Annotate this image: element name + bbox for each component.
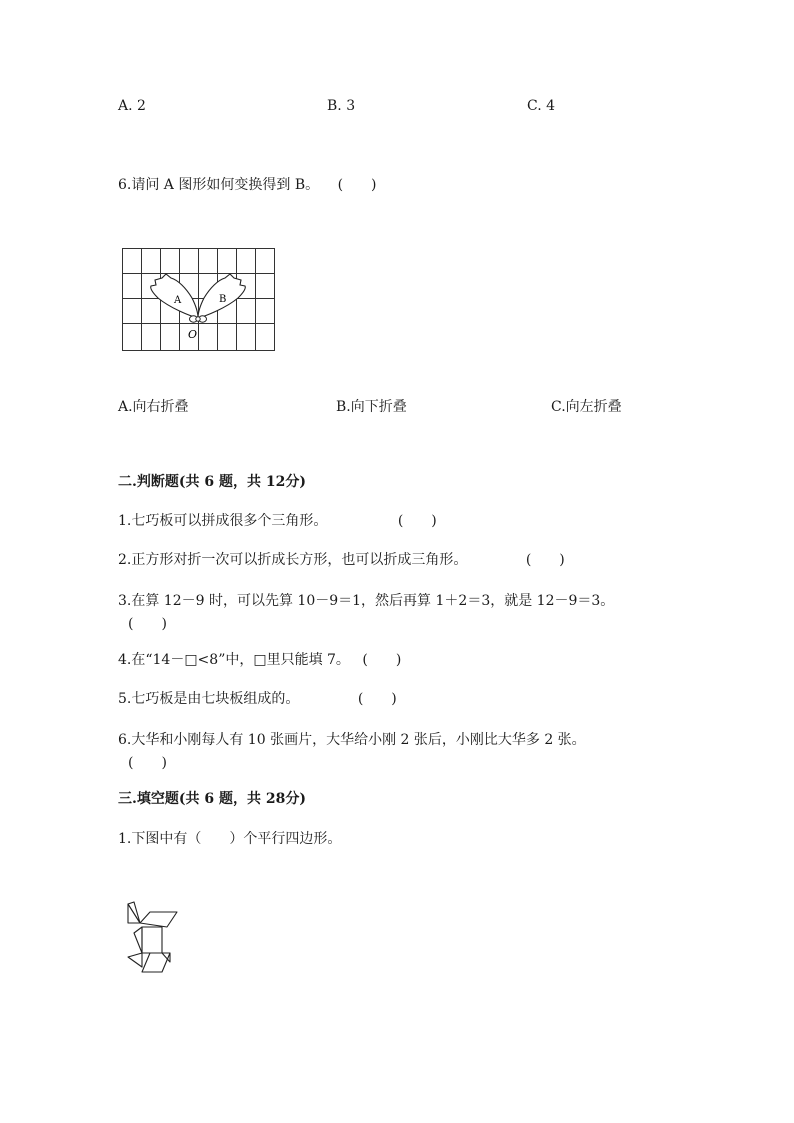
question-6-text: 6.请问 A 图形如何变换得到 B。 bbox=[118, 177, 320, 193]
tf-question-1 bbox=[118, 510, 437, 530]
section-3-title: 三.填空题(共 6 题，共 28分) bbox=[118, 791, 306, 807]
question-6 bbox=[118, 174, 377, 194]
answer-paren: ( ) bbox=[525, 552, 565, 568]
answer-paren: ( ) bbox=[397, 513, 437, 529]
tf-question-6 bbox=[118, 729, 586, 772]
label-a: A bbox=[174, 295, 182, 306]
answer-paren: ( ) bbox=[337, 177, 377, 193]
q6-option-c: C.向左折叠 bbox=[551, 399, 622, 415]
section-2-title: 二.判断题(共 6 题，共 12分) bbox=[118, 474, 306, 490]
tangram-piece bbox=[142, 953, 170, 972]
tf-question-3 bbox=[118, 590, 614, 633]
answer-paren: ( ) bbox=[362, 652, 402, 668]
tf-question-5-text: 5.七巧板是由七块板组成的。 bbox=[118, 691, 300, 707]
tf-question-5 bbox=[118, 688, 397, 708]
tf-question-2 bbox=[118, 549, 565, 569]
tangram-piece bbox=[142, 927, 162, 953]
q6-option-a: A.向右折叠 bbox=[118, 399, 189, 415]
tf-question-3-text: 3.在算 12－9 时，可以先算 10－9＝1，然后再算 1＋2＝3，就是 12－9＝3。 bbox=[118, 593, 615, 609]
option-c: C. 4 bbox=[527, 98, 556, 114]
label-o: O bbox=[188, 328, 198, 341]
tf-question-6-text: 6.大华和小刚每人有 10 张画片，大华给小刚 2 张后，小刚比大华多 2 张。 bbox=[118, 732, 586, 748]
answer-paren: ( ) bbox=[357, 691, 397, 707]
option-a: A. 2 bbox=[118, 98, 146, 114]
q6-option-b: B.向下折叠 bbox=[336, 399, 407, 415]
tf-question-4 bbox=[118, 649, 401, 669]
tangram-piece bbox=[162, 953, 170, 962]
grid-lines bbox=[123, 249, 275, 351]
fill-question-1: 1.下图中有（ ）个平行四边形。 bbox=[118, 831, 342, 847]
knot-shape bbox=[190, 316, 207, 322]
tangram-piece bbox=[140, 912, 177, 927]
tf-question-1-text: 1.七巧板可以拼成很多个三角形。 bbox=[118, 513, 328, 529]
option-b: B. 3 bbox=[327, 98, 356, 114]
tangram-piece bbox=[128, 902, 140, 923]
answer-paren: ( ) bbox=[128, 755, 167, 771]
tangram-figure bbox=[124, 900, 182, 976]
answer-paren: ( ) bbox=[128, 616, 167, 632]
tangram-piece bbox=[134, 927, 142, 953]
label-b: B bbox=[219, 294, 227, 305]
tangram-piece bbox=[128, 953, 142, 967]
tf-question-2-text: 2.正方形对折一次可以折成长方形，也可以折成三角形。 bbox=[118, 552, 468, 568]
tf-question-4-text: 4.在“14－□<8”中，□里只能填 7。 bbox=[118, 652, 350, 668]
grid-figure bbox=[118, 244, 280, 354]
